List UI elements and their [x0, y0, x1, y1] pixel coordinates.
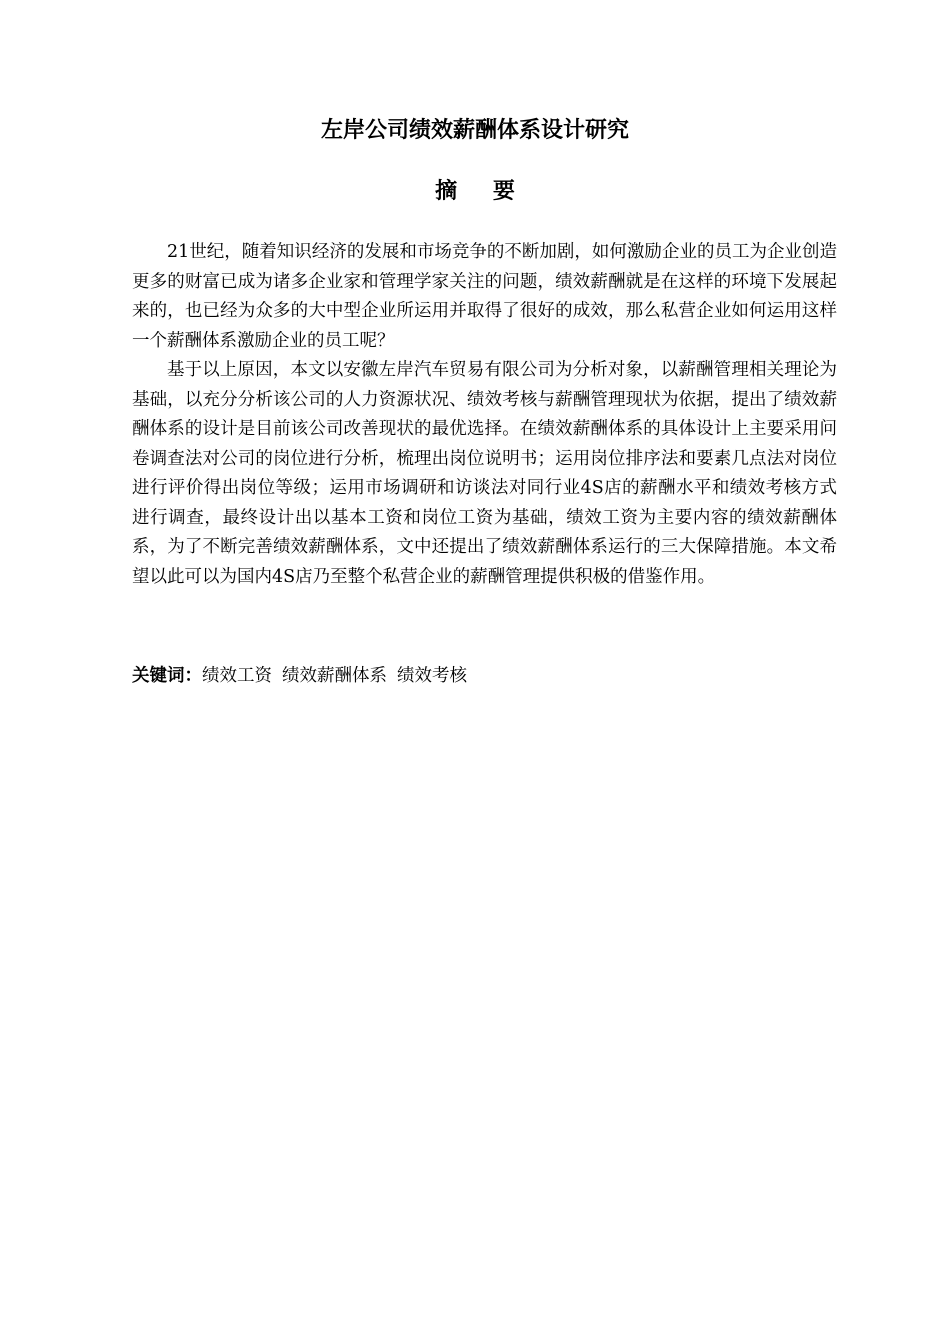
keyword-item: 绩效考核: [397, 666, 467, 686]
abstract-body: [132, 238, 837, 592]
abstract-heading: 摘 要: [435, 178, 529, 204]
abstract-paragraph-2: 基于以上原因，本文以安徽左岸汽车贸易有限公司为分析对象，以薪酬管理相关理论为基础，以充分分析该公司的人力资源状况、绩效考核与薪酬管理现状为依据，提出了绩效薪酬体系的设计是目前该公司改善现状的最优选择。在绩效薪酬体系的具体设计上主要采用问卷调查法对公司的岗位进行分析，梳理出岗位说明书；运用岗位排序法和要素几点法对岗位进行评价得出岗位等级；运用市场调研和访谈法对同行业4S店的薪酬水平和绩效考核方式进行调查，最终设计出以基本工资和岗位工资为基础，绩效工资为主要内容的绩效薪酬体系，为了不断完善绩效薪酬体系，文中还提出了绩效薪酬体系运行的三大保障措施。本文希望以此可以为国内4S店乃至整个私营企业的薪酬管理提供积极的借鉴作用。: [132, 360, 837, 587]
document-title: 左岸公司绩效薪酬体系设计研究: [320, 117, 629, 143]
abstract-paragraph-1: 21世纪，随着知识经济的发展和市场竞争的不断加剧，如何激励企业的员工为企业创造更多的财富已成为诸多企业家和管理学家关注的问题，绩效薪酬就是在这样的环境下发展起来的，也已经为众多的大中型企业所运用并取得了很好的成效，那么私营企业如何运用这样一个薪酬体系激励企业的员工呢？: [132, 242, 837, 351]
keyword-item: 绩效工资: [202, 666, 272, 686]
keywords-label: 关键词：: [132, 666, 202, 686]
keywords-line: [132, 662, 837, 692]
keyword-item: 绩效薪酬体系: [282, 666, 387, 686]
